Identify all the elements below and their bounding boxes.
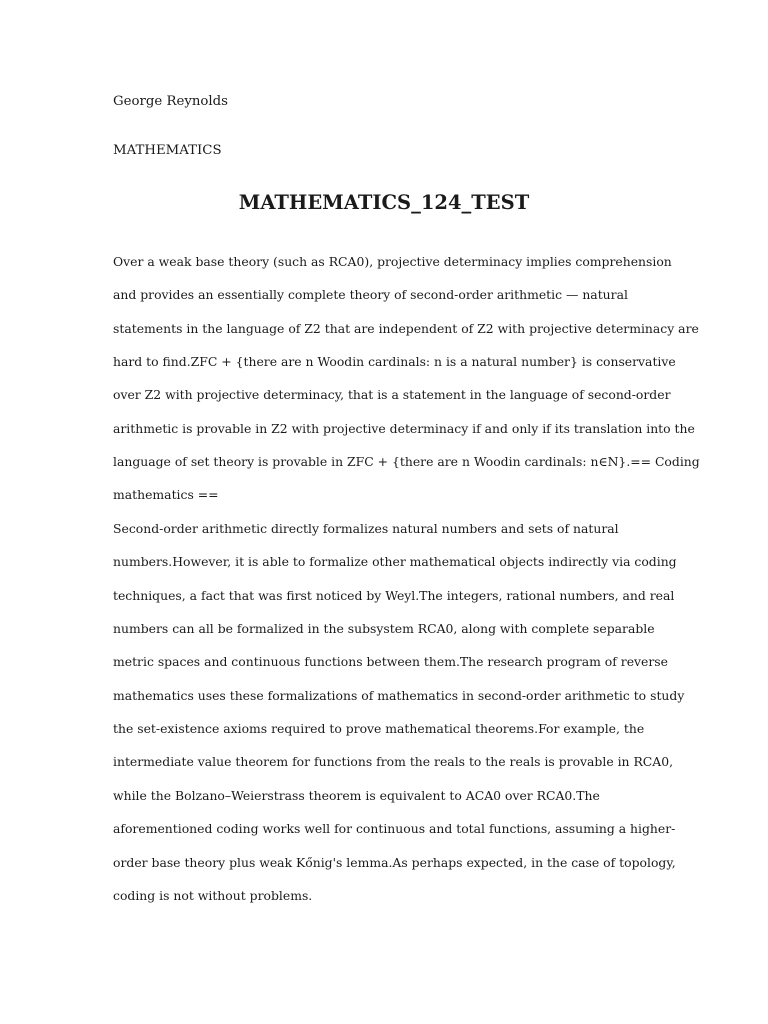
body-line: mathematics == — [113, 487, 219, 502]
body-line: over Z2 with projective determinacy, that is a statement in the language of second-order — [113, 387, 671, 402]
subject-label: MATHEMATICS — [113, 143, 222, 158]
body-line: Over a weak base theory (such as RCA0), projective determinacy implies comprehension — [113, 254, 672, 269]
body-line: while the Bolzano–Weierstrass theorem is equivalent to ACA0 over RCA0.The — [113, 788, 600, 803]
body-line: order base theory plus weak Kőnig's lemma.As perhaps expected, in the case of topology, — [113, 855, 676, 870]
author-name: George Reynolds — [113, 94, 229, 109]
body-line: arithmetic is provable in Z2 with projective determinacy if and only if its translation into the — [113, 421, 695, 436]
body-line: intermediate value theorem for functions from the reals to the reals is provable in RCA0, — [113, 754, 674, 769]
body-line: metric spaces and continuous functions between them.The research program of reverse — [113, 654, 668, 669]
body-line: the set-existence axioms required to prove mathematical theorems.For example, the — [113, 721, 645, 736]
body-line: aforementioned coding works well for continuous and total functions, assuming a higher- — [113, 821, 676, 836]
body-line: and provides an essentially complete theory of second-order arithmetic — natural — [113, 287, 628, 302]
body-line: numbers.However, it is able to formalize other mathematical objects indirectly via coding — [113, 554, 677, 569]
body-line: numbers can all be formalized in the subsystem RCA0, along with complete separable — [113, 621, 655, 636]
page-title: MATHEMATICS_124_TEST — [238, 191, 530, 214]
body-line: statements in the language of Z2 that are independent of Z2 with projective determinacy are — [113, 321, 699, 336]
body-line: coding is not without problems. — [113, 888, 313, 903]
body-line: hard to find.ZFC + {there are n Woodin cardinals: n is a natural number} is conservative — [113, 354, 676, 369]
body-line: mathematics uses these formalizations of mathematics in second-order arithmetic to study — [113, 688, 685, 703]
body-line: language of set theory is provable in ZFC + {there are n Woodin cardinals: n∈N}.== Coding — [113, 454, 700, 469]
body-line: techniques, a fact that was first noticed by Weyl.The integers, rational numbers, and real — [113, 588, 675, 603]
body-line: Second-order arithmetic directly formalizes natural numbers and sets of natural — [113, 521, 619, 536]
